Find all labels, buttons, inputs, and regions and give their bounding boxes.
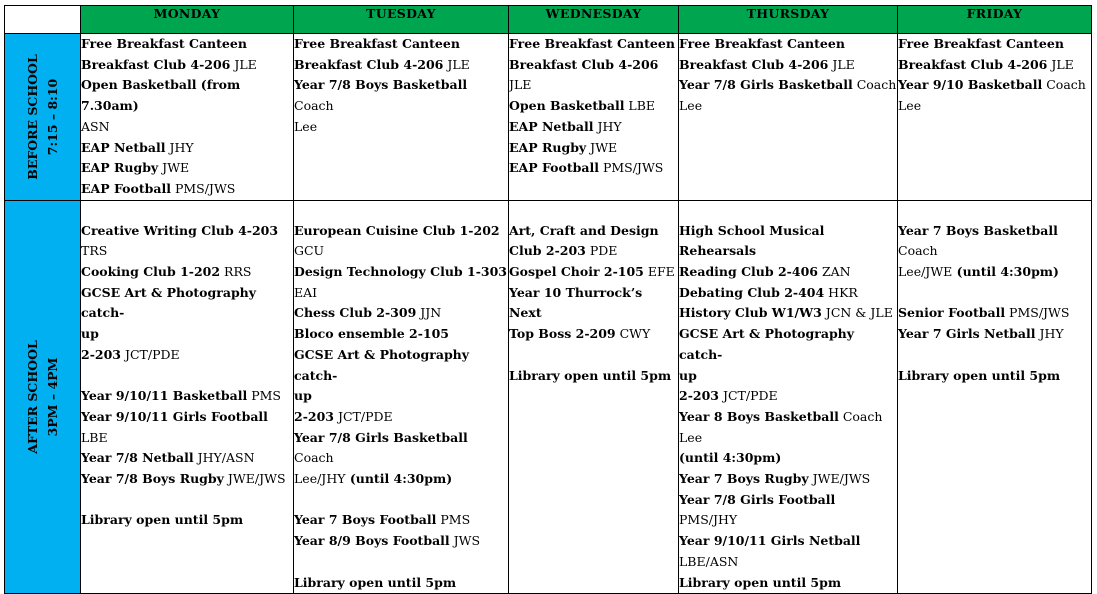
activity-staff: JWS: [449, 533, 481, 549]
activity-line: [81, 510, 293, 531]
activity-line: [81, 34, 293, 55]
activity-line: [294, 34, 508, 55]
cell-before-friday: [898, 34, 1092, 201]
activity-staff: PMS/JHY: [679, 512, 738, 528]
activity-line: [81, 179, 293, 200]
activity-staff: Lee/JWE: [898, 264, 953, 280]
activity-staff: ZAN: [817, 264, 851, 280]
activity-line: [679, 96, 897, 117]
cell-before-tuesday: [294, 34, 509, 201]
header-row: [5, 6, 1092, 34]
activity-name: Free Breakfast Canteen: [898, 36, 1064, 51]
activity-name: Open Basketball (from 7.30am): [81, 77, 241, 114]
activity-line: [509, 138, 678, 159]
spacer: [294, 552, 508, 573]
activity-line: [679, 34, 897, 55]
activity-name: GCSE Art & Photography catch-: [81, 284, 257, 321]
activity-staff: PMS: [247, 388, 281, 404]
activity-name: Year 7 Boys Football: [294, 512, 437, 528]
activity-line: [81, 55, 293, 76]
activity-line: [81, 221, 293, 262]
spacer: [81, 490, 293, 511]
activity-staff: JLE: [509, 77, 532, 93]
activity-name: Design Technology Club 1-303: [294, 264, 508, 280]
spacer: [898, 283, 1091, 304]
activity-staff: JCT/PDE: [333, 408, 393, 424]
activity-line: [81, 469, 293, 490]
activity-staff: JLE: [443, 56, 470, 72]
activity-staff: JJN: [416, 305, 442, 321]
activity-name: Bloco ensemble 2-105: [294, 326, 449, 342]
activity-line: [679, 386, 897, 407]
activity-name: Gospel Choir 2-105: [509, 264, 644, 280]
activity-staff: PMS: [436, 512, 471, 528]
activity-name: Breakfast Club 4-206: [679, 56, 829, 72]
activity-staff: JLE: [828, 56, 855, 72]
activity-staff: PMS/JWS: [170, 180, 236, 196]
activity-line: [898, 34, 1091, 55]
activity-line: [679, 303, 897, 324]
activity-staff: JWE: [586, 139, 618, 155]
activity-staff: LBE: [624, 98, 656, 114]
activity-name: Free Breakfast Canteen: [294, 36, 460, 51]
activity-line: [509, 117, 678, 138]
corner-cell: [5, 6, 81, 34]
activity-name: Year 10 Thurrock’s Next: [509, 284, 643, 321]
activity-staff: JCT/PDE: [718, 388, 778, 404]
activity-line: [509, 55, 678, 96]
activity-note: (until 4:30pm): [952, 264, 1059, 280]
activity-line: [679, 490, 897, 531]
activity-line: [679, 552, 897, 573]
activity-line: [679, 573, 897, 594]
cell-after-friday: [898, 200, 1092, 594]
activity-line: [81, 448, 293, 469]
activity-name: Chess Club 2-309: [294, 305, 417, 321]
activity-line: [81, 283, 293, 324]
activity-line: [81, 138, 293, 159]
activity-name: Breakfast Club 4-206: [898, 56, 1048, 72]
activity-name: 2-203: [294, 408, 334, 424]
activity-line: [294, 117, 508, 138]
activity-name: Year 7 Girls Netball: [898, 326, 1036, 342]
activity-line: [679, 283, 897, 304]
activity-name: High School Musical Rehearsals: [679, 222, 825, 259]
activity-name: up: [81, 326, 99, 342]
activity-name: Year 9/10/11 Girls Football: [81, 408, 268, 424]
activity-line: [294, 303, 508, 324]
activity-line: [294, 75, 508, 116]
activity-line: [509, 34, 678, 55]
activity-name: up: [679, 367, 697, 383]
activity-staff: CWY: [615, 326, 651, 342]
row-label-before-school: [5, 34, 81, 201]
activity-name: Library open until 5pm: [294, 574, 457, 590]
activity-line: [898, 366, 1091, 387]
activity-name: EAP Football: [81, 180, 171, 196]
spacer: [509, 345, 678, 366]
activity-staff: PMS/JWS: [598, 160, 664, 176]
activity-line: [898, 55, 1091, 76]
activity-name: Year 9/10/11 Basketball: [81, 388, 248, 404]
activity-note: (until 4:30pm): [345, 471, 453, 487]
cell-after-wednesday: [509, 200, 679, 594]
cell-after-thursday: [679, 200, 898, 594]
activity-line: [898, 262, 1091, 283]
activity-line: [294, 386, 508, 407]
activity-name: Library open until 5pm: [898, 367, 1061, 383]
activity-staff: JHY: [593, 118, 622, 134]
activity-staff: PMS/JWS: [1005, 305, 1070, 321]
activity-name: Year 7/8 Girls Football: [679, 491, 836, 507]
activity-staff: JWE: [158, 160, 190, 176]
cell-before-monday: [81, 34, 294, 201]
row-label-after-school: [5, 200, 81, 594]
activity-line: [81, 262, 293, 283]
activity-name: 2-203: [81, 346, 121, 362]
activity-name: EAP Football: [509, 160, 599, 176]
activity-staff: JHY/ASN: [193, 450, 255, 466]
activity-name: Year 9/10/11 Girls Netball: [679, 533, 861, 549]
activity-name: Year 7/8 Boys Basketball: [294, 77, 468, 93]
activity-staff: LBE/ASN: [679, 553, 739, 569]
activity-line: [294, 510, 508, 531]
activity-line: [679, 262, 897, 283]
activity-staff: Lee/JHY: [294, 471, 346, 487]
activity-line: [294, 324, 508, 345]
activity-staff: JCT/PDE: [120, 346, 180, 362]
activity-staff: JHY: [1035, 326, 1064, 342]
activity-name: GCSE Art & Photography catch-: [294, 346, 470, 383]
activity-line: [509, 221, 678, 242]
activity-line: [294, 531, 508, 552]
activity-name: EAP Netball: [81, 139, 166, 155]
activity-name: Free Breakfast Canteen: [509, 36, 675, 51]
activity-name: Year 7/8 Girls Basketball: [294, 429, 468, 445]
row-label-title: BEFORE SCHOOL: [24, 54, 40, 180]
activity-staff: Lee: [898, 98, 922, 114]
activity-line: [81, 117, 293, 138]
activity-staff: PDE: [585, 243, 618, 259]
activity-line: [509, 241, 678, 262]
activity-name: Cooking Club 1-202: [81, 264, 221, 280]
activity-line: [81, 345, 293, 366]
cell-after-monday: [81, 200, 294, 594]
activity-staff: TRS: [81, 243, 108, 259]
activity-staff: JLE: [1047, 56, 1074, 72]
day-header-monday: MONDAY: [81, 6, 294, 34]
activity-line: [509, 262, 678, 283]
activity-line: [679, 221, 897, 262]
activity-name: Year 7/8 Netball: [81, 450, 194, 466]
spacer: [81, 366, 293, 387]
row-label-title: AFTER SCHOOL: [24, 340, 40, 454]
activity-name: EAP Rugby: [509, 139, 587, 155]
activity-name: Library open until 5pm: [509, 367, 672, 383]
activity-name: up: [294, 388, 312, 404]
activity-line: [679, 75, 897, 96]
day-header-tuesday: TUESDAY: [294, 6, 509, 34]
activity-staff: HKR: [824, 284, 858, 300]
activity-line: [898, 96, 1091, 117]
activity-line: [294, 283, 508, 304]
day-header-friday: FRIDAY: [898, 6, 1092, 34]
cell-before-wednesday: [509, 34, 679, 201]
activity-line: [294, 469, 508, 490]
day-header-wednesday: WEDNESDAY: [509, 6, 679, 34]
timetable: [4, 5, 1092, 594]
activity-line: [679, 469, 897, 490]
activity-staff: Coach: [294, 98, 334, 114]
activity-name: Year 9/10 Basketball: [898, 77, 1043, 93]
activity-line: [509, 96, 678, 117]
activity-line: [294, 407, 508, 428]
activity-name: Top Boss 2-209: [509, 326, 616, 342]
activity-name: Breakfast Club 4-206: [81, 56, 231, 72]
activity-staff: Coach Lee: [679, 408, 883, 445]
activity-name: Breakfast Club 4-206: [509, 56, 659, 72]
activity-name: Year 7/8 Boys Rugby: [81, 471, 224, 487]
activity-staff: JCN & JLE: [821, 305, 893, 321]
row-label-time: 3PM – 4PM: [44, 357, 60, 437]
activity-name: EAP Netball: [509, 118, 594, 134]
activity-name: Senior Football: [898, 305, 1006, 321]
activity-line: [509, 158, 678, 179]
activity-line: [679, 366, 897, 387]
activity-name: History Club W1/W3: [679, 305, 822, 321]
activity-line: [898, 221, 1091, 262]
activity-name: Year 8 Boys Basketball: [679, 408, 839, 424]
activity-line: [81, 75, 293, 116]
activity-line: [898, 75, 1091, 96]
activity-staff: LBE: [81, 429, 108, 445]
activity-staff: Coach: [1042, 77, 1086, 93]
activity-name: Year 7 Boys Basketball: [898, 222, 1058, 238]
activity-line: [294, 55, 508, 76]
activity-line: [679, 55, 897, 76]
activity-line: [898, 303, 1091, 324]
activity-name: Year 7 Boys Rugby: [679, 471, 809, 487]
activity-name: Reading Club 2-406: [679, 264, 818, 280]
activity-staff: GCU: [294, 243, 325, 259]
row-after-school: [5, 200, 1092, 594]
activity-line: [679, 407, 897, 448]
activity-name: EAP Rugby: [81, 160, 159, 176]
activity-line: [81, 407, 293, 448]
activity-name: (until 4:30pm): [679, 450, 782, 466]
day-header-thursday: THURSDAY: [679, 6, 898, 34]
activity-name: Year 8/9 Boys Football: [294, 533, 450, 549]
cell-before-thursday: [679, 34, 898, 201]
activity-line: [679, 324, 897, 365]
activity-name: GCSE Art & Photography catch-: [679, 326, 855, 362]
activity-name: Free Breakfast Canteen: [81, 36, 247, 51]
activity-name: Debating Club 2-404: [679, 284, 825, 300]
activity-staff: EFE: [643, 264, 675, 280]
activity-line: [509, 366, 678, 387]
activity-line: [294, 345, 508, 386]
activity-name: European Cuisine Club 1-202: [294, 222, 500, 238]
row-before-school: [5, 34, 1092, 201]
activity-staff: RRS: [220, 264, 252, 280]
spacer: [294, 490, 508, 511]
activity-name: Free Breakfast Canteen: [679, 36, 845, 51]
activity-staff: Lee: [294, 118, 318, 134]
activity-line: [294, 573, 508, 594]
activity-name: Open Basketball: [509, 98, 625, 114]
activity-line: [294, 262, 508, 283]
activity-staff: JHY: [165, 139, 194, 155]
activity-line: [294, 241, 508, 262]
activity-staff: Lee: [679, 98, 703, 114]
activity-name: Art, Craft and Design: [509, 222, 659, 238]
activity-staff: JWE/JWS: [808, 471, 871, 487]
activity-name: Creative Writing Club 4-203: [81, 222, 279, 238]
spacer: [898, 345, 1091, 366]
activity-staff: JLE: [230, 56, 257, 72]
activity-line: [294, 221, 508, 242]
activity-line: [509, 283, 678, 324]
activity-line: [81, 158, 293, 179]
activity-line: [81, 386, 293, 407]
activity-staff: Coach: [294, 450, 334, 466]
cell-after-tuesday: [294, 200, 509, 594]
activity-staff: Coach: [898, 243, 938, 259]
activity-staff: Coach: [852, 77, 897, 93]
activity-name: Breakfast Club 4-206: [294, 56, 444, 72]
activity-line: [679, 531, 897, 552]
activity-name: Club 2-203: [509, 243, 586, 259]
activity-line: [509, 324, 678, 345]
activity-staff: ASN: [81, 118, 110, 134]
activity-line: [294, 428, 508, 469]
activity-name: Library open until 5pm: [679, 574, 842, 590]
activity-line: [81, 324, 293, 345]
activity-line: [679, 448, 897, 469]
row-label-time: 7:15 – 8:10: [44, 78, 60, 156]
activity-name: Library open until 5pm: [81, 512, 244, 528]
activity-staff: JWE/JWS: [223, 471, 286, 487]
activity-staff: EAI: [294, 284, 318, 300]
activity-name: 2-203: [679, 388, 719, 404]
activity-name: Year 7/8 Girls Basketball: [679, 77, 853, 93]
activity-line: [898, 324, 1091, 345]
